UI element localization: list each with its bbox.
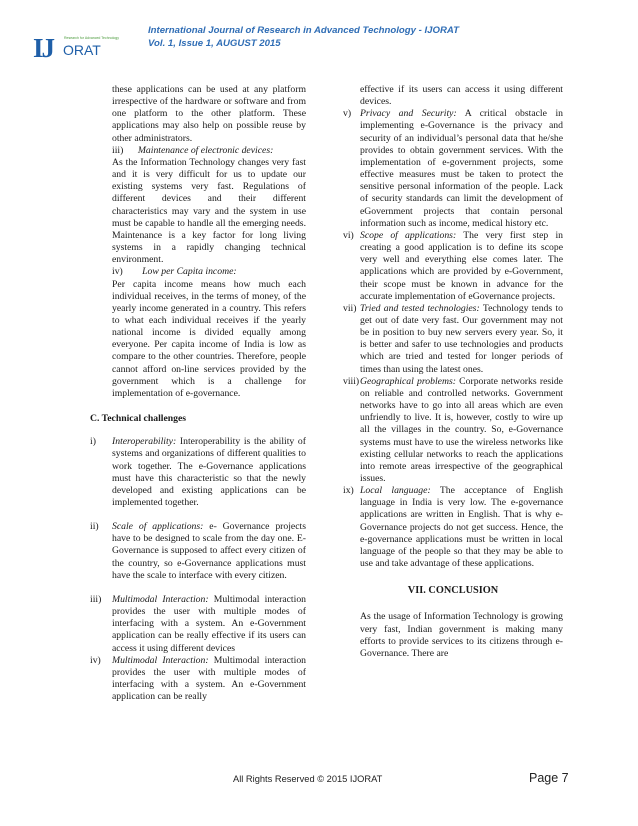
conclusion-heading: VII. CONCLUSION xyxy=(407,585,499,597)
item-iv-heading: iv) Low per Capita income: xyxy=(112,266,237,278)
logo-wordmark: ORAT xyxy=(63,42,101,58)
challenge-item: vii) Tried and tested technologies: Technology tends to get out of date very fast. Our government may not be in position to buy new servers every year. So, it is better and safer to use technologies and products which are tried and tested for longer periods of times than using the latest ones. xyxy=(343,302,564,375)
page-footer xyxy=(0,766,638,796)
right-column xyxy=(343,84,563,660)
challenge-item: viii) Geographical problems: Corporate networks reside on reliable and controlled networks. Government networks have to go into all areas which are even unfriendly to live. It is, however, costly to wire up all the villages in the country. So, e-Governance systems must have to use the wireless networks like existing cellular networks to reach the applications into remote areas irrespective of the geographical issues. xyxy=(343,375,563,484)
continued-paragraph: effective if its users can access it using different devices. xyxy=(360,84,563,108)
challenge-item: v) Privacy and Security: A critical obstacle in implementing e-Governance is the privacy and security of an individual’s personal data that he/she provides to obtain government services. With the implementation of e-government projects, some effective measures must be taken to protect the sensitive personal information of the people. Lack of security standards can limit the development of eGovernment projects that contain personal information such as income, medical history etc. xyxy=(343,108,563,229)
left-column xyxy=(90,84,306,703)
section-c-heading: C. Technical challenges xyxy=(90,413,187,425)
item-iv-text: Per capita income means how much each individual receives, in the terms of money, of the yearly income generated in a country. This refers to what each individual receives if the yearly national income is divided equally among everyone. Per capita income of India is low as compare to the other countries. Therefore, people cannot afford on-line services provided by the government which is a challenge for implementation of e-governance. xyxy=(112,278,306,399)
page-number: Page 7 xyxy=(529,771,569,785)
logo-mark: IJ xyxy=(33,33,54,63)
journal-title: International Journal of Research in Advanced Technology - IJORAT xyxy=(148,25,459,36)
volume-issue: Vol. 1, Issue 1, AUGUST 2015 xyxy=(148,38,281,49)
item-iii-heading: iii) Maintenance of electronic devices: xyxy=(112,144,274,156)
logo-tagline: Research for Advanced Technology xyxy=(64,36,119,40)
item-iii-text: As the Information Technology changes very fast and it is very difficult for us to update our existing systems very fast. Regulations of different devices and their different characteristics may vary and the system in use must be capable to handle all the emerging needs. Maintenance is a key factor for long living systems in a rapidly changing technical environment. xyxy=(112,156,306,266)
challenge-item: ix) Local language: The acceptance of English language in India is very low. The e-governance applications are written in English. That is why e-Governance projects do not get success. Hence, the e-governance applications must be written in local language of the people so that they may be able to use and take advantage of these applications. xyxy=(343,485,563,570)
technical-item: i) Interoperability: Interoperability is the ability of systems and organizations of different qualities to work together. The e-Governance applications must have this characteristic so that the newly developed and existing applications can be implemented together. xyxy=(90,436,307,508)
conclusion-paragraph: As the usage of Information Technology is growing very fast, Indian government is making many efforts to provide services to its citizens through e-Governance. There are xyxy=(360,611,563,659)
copyright-notice: All Rights Reserved © 2015 IJORAT xyxy=(233,774,383,784)
challenge-item: vi) Scope of applications: The very first step in creating a good application is to define its scope very well and everything else comes later. The applications which are provided by e-Government, their scope must be known in advance for the accurate implementation of eGovernance projects. xyxy=(343,229,564,302)
technical-item: iv) Multimodal Interaction: Multimodal interaction provides the user with multiple modes of interfacing with a system. An e-Government application can be really xyxy=(90,654,307,703)
technical-item: ii) Scale of applications: e- Governance projects have to be designed to scale from the day one. E-Governance is supposed to affect every citizen of the country, so e-Governance applications must have the scale to interface with every citizen. xyxy=(90,521,306,581)
page-header xyxy=(0,0,638,66)
technical-item: iii) Multimodal Interaction: Multimodal interaction provides the user with multiple modes of interfacing with a system. An e-Government application can be really effective if its users can access it using different devices xyxy=(90,593,307,654)
intro-paragraph: these applications can be used at any platform irrespective of the hardware or software and from one platform to the other platform. These applications may also help on possible reuse by other administrators. xyxy=(112,84,306,144)
